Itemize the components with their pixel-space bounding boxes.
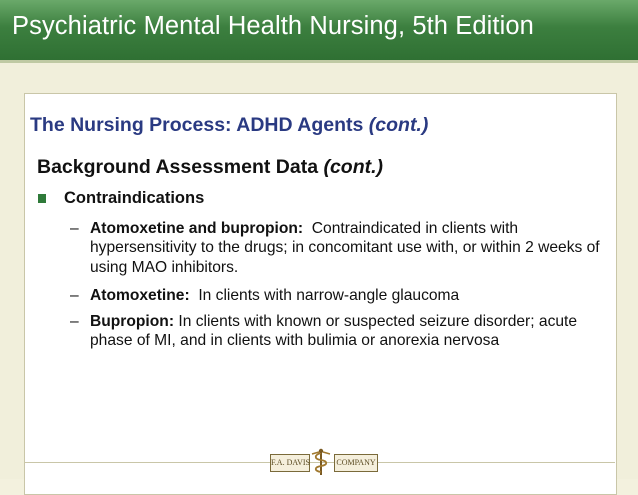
dash-bullet: – [70,220,79,237]
section-heading-main: Background Assessment Data [37,156,319,178]
list-item-text: In clients with narrow-angle glaucoma [198,287,460,304]
logo-left-box: F.A. DAVIS [270,454,310,472]
caduceus-icon [310,448,332,476]
list-item-body [90,219,600,277]
book-title: Psychiatric Mental Health Nursing, 5th Edition [12,12,534,40]
logo-right-box: COMPANY [334,454,378,472]
dash-bullet: – [70,287,79,304]
section-heading-cont: (cont.) [323,156,384,178]
bullet-contraindications: Contraindications [64,189,205,207]
list-item-body [90,286,600,305]
publisher-logo [270,448,378,476]
list-item-label: Atomoxetine: [90,287,190,304]
square-bullet-icon [38,194,46,203]
list-item-body [90,312,600,351]
list-item-text: Contraindicated in clients with hypersensitivity to the drugs; in concomitant use with, or within 2 weeks of using MAO inhibitors. [90,220,600,276]
slide-title-cont: (cont.) [368,114,429,136]
list-item-label: Atomoxetine and bupropion: [90,220,304,237]
slide-title-main: The Nursing Process: ADHD Agents [30,114,364,136]
list-item-label: Bupropion: [90,313,175,330]
list-item-text: In clients with known or suspected seizure disorder; acute phase of MI, and in clients with bulimia or anorexia nervosa [90,313,578,350]
section-heading [37,156,383,179]
slide-title [30,114,428,137]
dash-bullet: – [70,313,79,330]
